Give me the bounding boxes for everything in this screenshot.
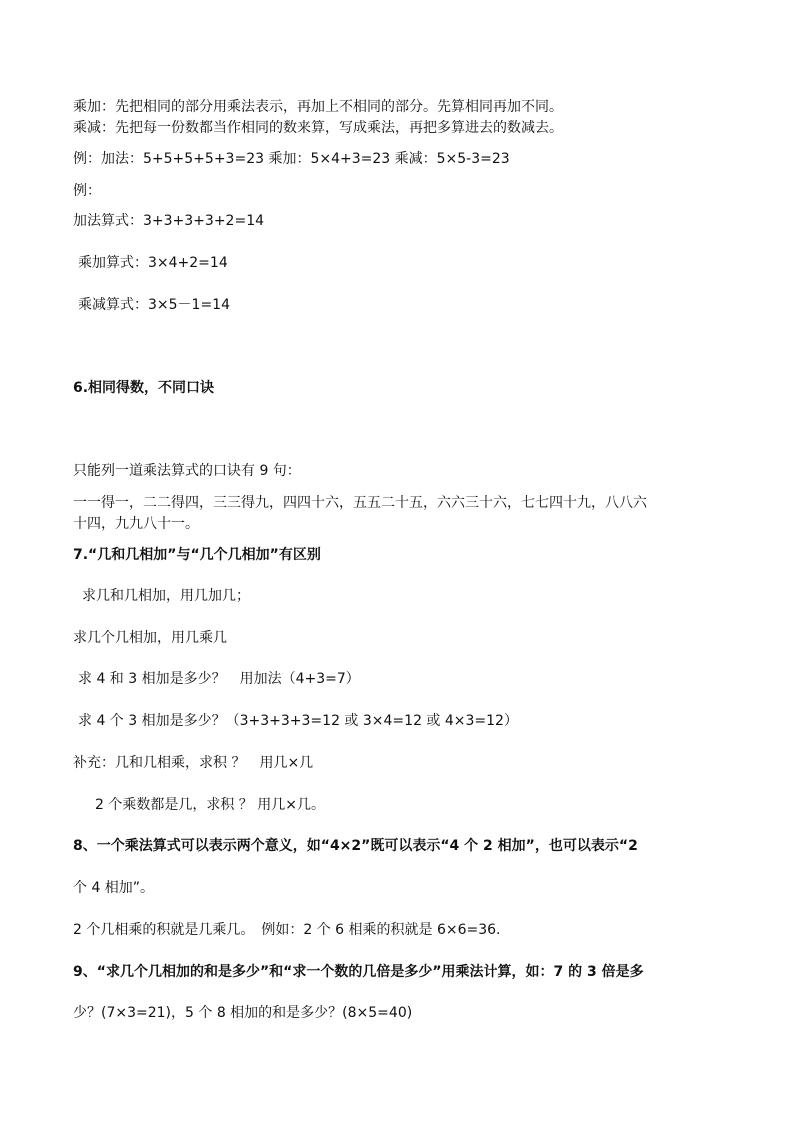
section-8-line-1: 8、一个乘法算式可以表示两个意义，如“4×2”既可以表示“4 个 2 相加”，也可以表示“2	[73, 838, 638, 854]
section-heading-7: 7.“几和几相加”与“几个几相加”有区别	[73, 547, 321, 563]
example-4-and-3: 求 4 和 3 相加是多少？ 用加法（4+3=7）	[78, 671, 360, 687]
section-9-line-1: 9、“求几个几相加的和是多少”和“求一个数的几倍是多少”用乘法计算，如：7 的 3 倍是多	[73, 964, 644, 980]
section-8-line-2: 个 4 相加”。	[73, 880, 155, 896]
example-chengjia: 乘加算式：3×4+2=14	[78, 255, 228, 271]
mnemonic-intro: 只能列一道乘法算式的口诀有 9 句：	[73, 463, 301, 479]
supplement-line-1: 补充：几和几相乘，求积 ？ 用几×几	[73, 755, 314, 771]
paragraph-chengjia-definition: 乘加：先把相同的部分用乘法表示，再加上不相同的部分。先算相同再加不同。	[73, 99, 563, 115]
section-9-line-2: 少？(7×3=21)，5 个 8 相加的和是多少？(8×5=40)	[73, 1005, 413, 1021]
example-4-groups-of-3: 求 4 个 3 相加是多少？（3+3+3+3=12 或 3×4=12 或 4×3=12）	[78, 713, 518, 729]
rule-multiplication: 求几个几相加，用几乘几	[73, 630, 227, 646]
mnemonic-list-line-2: 十四，九九八十一。	[73, 516, 199, 532]
section-heading-6: 6.相同得数，不同口诀	[73, 380, 215, 396]
mnemonic-list-line-1: 一一得一，二二得四，三三得九，四四十六，五五二十五，六六三十六，七七四十九，八八六	[73, 495, 647, 511]
supplement-line-2: 2 个乘数都是几，求积 ？ 用几×几。	[95, 797, 325, 813]
paragraph-chengjian-definition: 乘减：先把每一份数都当作相同的数来算，写成乘法，再把多算进去的数减去。	[73, 120, 563, 136]
example-heading: 例：	[73, 183, 101, 199]
example-line-1: 例：加法：5+5+5+5+3=23 乘加：5×4+3=23 乘减：5×5-3=23	[73, 151, 510, 167]
example-chengjian: 乘减算式：3×5－1=14	[78, 297, 230, 313]
rule-addition: 求几和几相加，用几加几；	[82, 588, 250, 604]
example-addition: 加法算式：3+3+3+3+2=14	[73, 213, 265, 229]
product-example: 2 个几相乘的积就是几乘几。 例如：2 个 6 相乘的积就是 6×6=36.	[73, 922, 501, 938]
